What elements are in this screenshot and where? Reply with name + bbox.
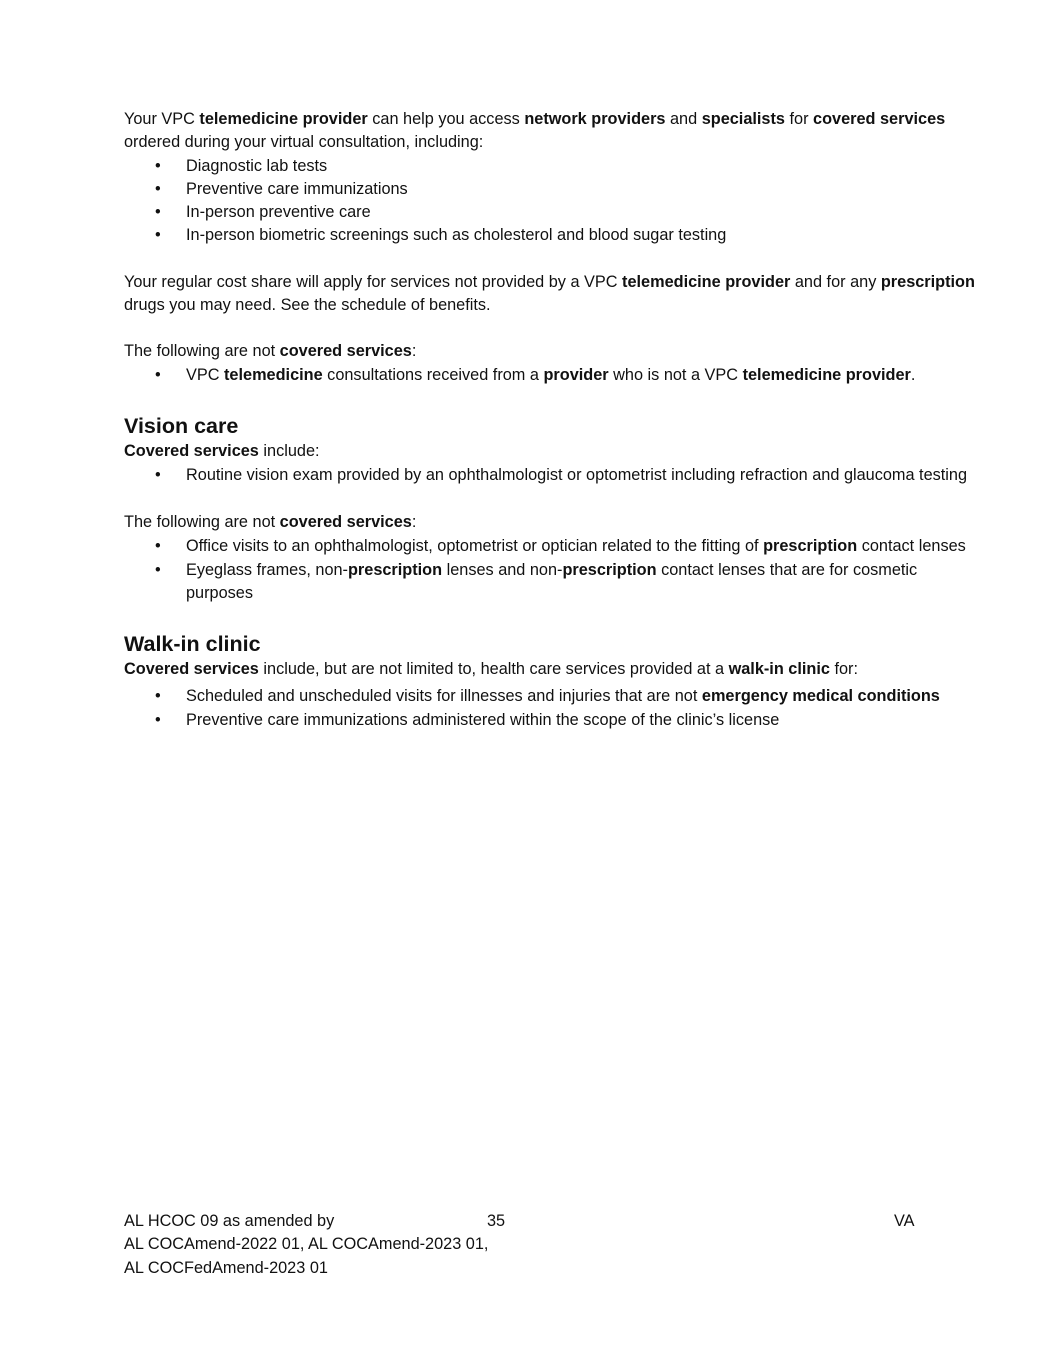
bullet-icon: • bbox=[155, 365, 161, 384]
vision-care-heading: Vision care bbox=[124, 413, 239, 438]
bullet-icon: • bbox=[155, 536, 161, 555]
list-item: • In-person biometric screenings such as cholesterol and blood sugar testing bbox=[124, 224, 984, 247]
bullet-icon: • bbox=[155, 179, 161, 198]
list-item: • Preventive care immunizations administered within the scope of the clinic’s license bbox=[124, 709, 984, 732]
list-item: • Eyeglass frames, non-prescription lenses and non-prescription contact lenses that are for cosmetic purposes bbox=[155, 560, 918, 603]
list-item: • VPC telemedicine consultations received from a provider who is not a VPC telemedicine provider. bbox=[124, 364, 984, 387]
page-number: 35 bbox=[487, 1212, 506, 1230]
bullet-icon: • bbox=[155, 560, 161, 579]
list-item: • In-person preventive care bbox=[124, 201, 984, 224]
bullet-icon: • bbox=[155, 466, 161, 485]
telemedicine-services-list bbox=[124, 155, 984, 248]
list-item: • Office visits to an ophthalmologist, optometrist or optician related to the fitting of prescription contact lenses bbox=[124, 535, 984, 558]
vision-not-covered-list bbox=[124, 535, 984, 605]
telemedicine-intro: Your VPC telemedicine provider can help you access network providers and specialists for covered services ordered during your virtual consultation, including: bbox=[124, 110, 946, 152]
list-item: • Preventive care immunizations bbox=[124, 178, 984, 201]
vision-covered-list bbox=[124, 464, 984, 487]
page-footer bbox=[124, 1210, 924, 1280]
vision-covered-intro: Covered services include: bbox=[124, 441, 320, 460]
telemedicine-cost-share: Your regular cost share will apply for services not provided by a VPC telemedicine provider and for any prescription drugs you may need. See the schedule of benefits. bbox=[124, 272, 975, 315]
bullet-icon: • bbox=[155, 156, 161, 175]
footer-form-id: AL HCOC 09 as amended by bbox=[124, 1212, 335, 1230]
bullet-icon: • bbox=[155, 711, 161, 730]
footer-state-code: VA bbox=[894, 1212, 915, 1230]
telemedicine-not-covered-intro: The following are not covered services: bbox=[124, 342, 417, 361]
walk-in-covered-list bbox=[124, 685, 984, 732]
bullet-icon: • bbox=[155, 687, 161, 706]
bullet-icon: • bbox=[155, 226, 161, 245]
document-page bbox=[124, 108, 984, 733]
list-item: • Routine vision exam provided by an ophthalmologist or optometrist including refraction and glaucoma testing bbox=[124, 464, 984, 487]
footer-fed-amendment-line: AL COCFedAmend-2023 01 bbox=[124, 1258, 328, 1277]
footer-amendments-line: AL COCAmend-2022 01, AL COCAmend-2023 01, bbox=[124, 1235, 489, 1254]
walk-in-clinic-heading: Walk-in clinic bbox=[124, 631, 261, 656]
walk-in-covered-intro: Covered services include, but are not limited to, health care services provided at a walk-in clinic for: bbox=[124, 659, 858, 678]
bullet-icon: • bbox=[155, 203, 161, 222]
telemedicine-not-covered-list bbox=[124, 364, 984, 387]
list-item: • Diagnostic lab tests bbox=[124, 155, 984, 178]
list-item: • Scheduled and unscheduled visits for illnesses and injuries that are not emergency medical conditions bbox=[124, 685, 984, 708]
vision-not-covered-intro: The following are not covered services: bbox=[124, 512, 417, 531]
